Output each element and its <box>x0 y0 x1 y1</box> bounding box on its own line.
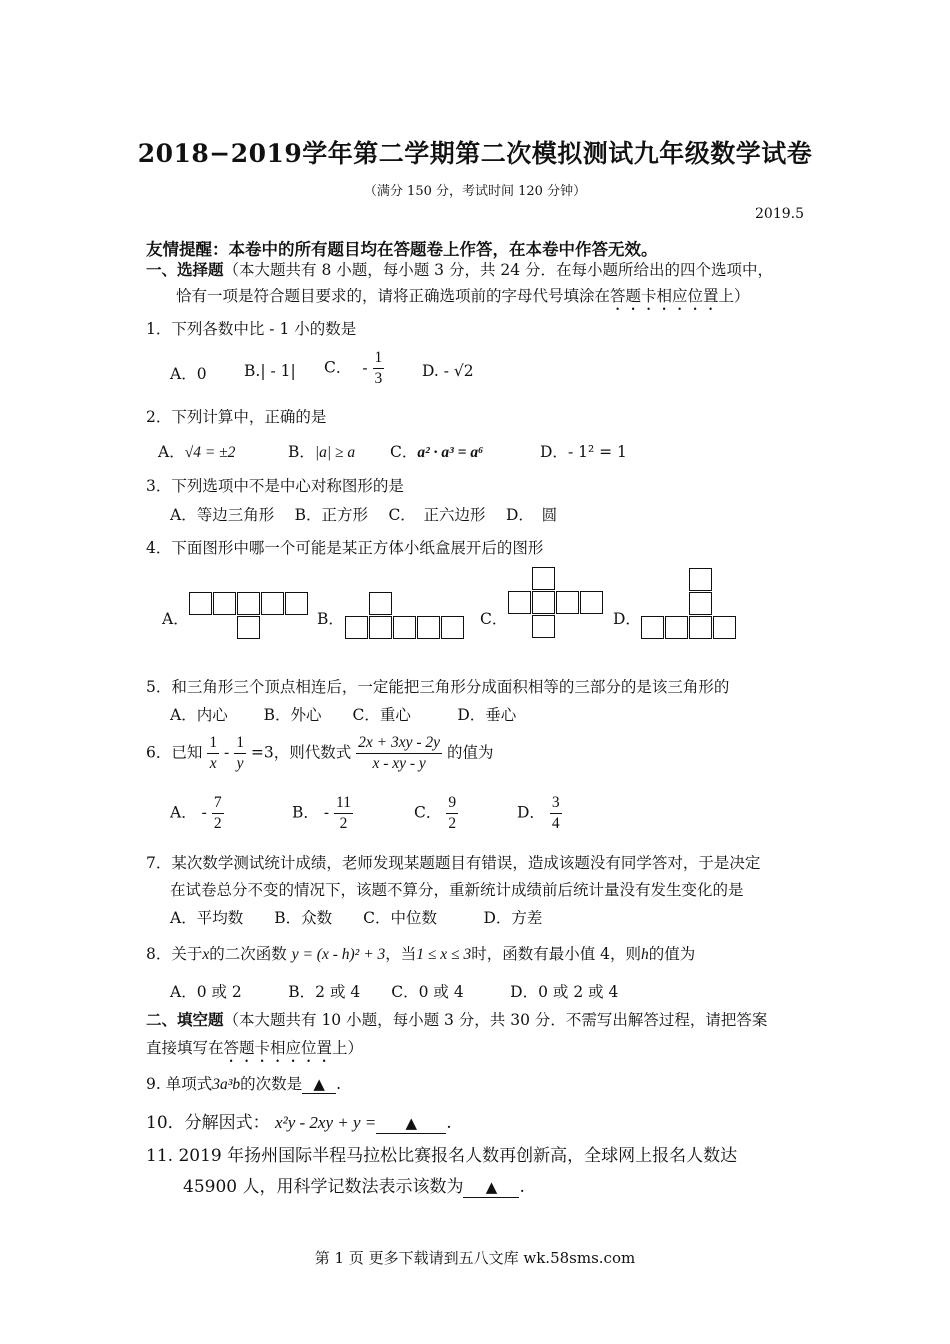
section2-instruction-line1: 二、填空题（本大题共有 10 小题，每小题 3 分，共 30 分．不需写出解答过程，请把答案 <box>146 1010 768 1029</box>
fraction: $\frac{1}{y}$ <box>236 734 244 772</box>
fraction: $\frac{11}{2}$ <box>336 794 351 832</box>
fraction: $\frac{1}{3}$ <box>374 349 383 387</box>
answer-sheet-emphasis: 答题卡相应位置 <box>223 1039 333 1057</box>
q7-stem-line2: 在试卷总分不变的情况下，该题不算分，重新统计成绩前后统计量没有发生变化的是 <box>170 881 744 899</box>
q5-options: A．内心 B．外心 C．重心 D．垂心 <box>170 706 517 724</box>
q10-stem: 10．分解因式： x²y - 2xy + y = ▲ . <box>146 1113 452 1133</box>
section1-heading: 一、选择题 <box>146 260 224 279</box>
q5-stem: 5．和三角形三个顶点相连后，一定能把三角形分成面积相等的三部分的是该三角形的 <box>146 678 730 696</box>
reminder: 友情提醒：本卷中的所有题目均在答题卷上作答，在本卷中作答无效。 <box>146 240 658 259</box>
fraction: $\frac{2x + 3xy - 2y}{x - xy - y}$ <box>358 734 441 772</box>
section2-heading: 二、填空题 <box>146 1010 224 1029</box>
answer-blank: ▲ <box>376 1113 446 1134</box>
q2-option-a: A．√4 = ±2 <box>158 443 236 461</box>
exam-subtitle: （满分 150 分，考试时间 120 分钟） <box>363 184 587 199</box>
q4-option-c: C． <box>480 610 508 628</box>
q1-option-a: A．0 <box>170 365 207 383</box>
answer-blank: ▲ <box>302 1075 336 1094</box>
q4-option-a: A． <box>162 610 189 628</box>
section1-instruction-line1: 一、选择题（本大题共有 8 小题，每小题 3 分，共 24 分．在每小题所给出的四个选项中， <box>146 260 774 279</box>
answer-blank: ▲ <box>463 1177 519 1198</box>
exam-date: 2019.5 <box>755 206 804 222</box>
q11-stem-line2: 45900 人，用科学记数法表示该数为 ▲ . <box>183 1177 525 1197</box>
q2-option-b: B．|a| ≥ a <box>288 443 356 461</box>
q11-stem-line1: 11. 2019 年扬州国际半程马拉松比赛报名人数再创新高，全球网上报名人数达 <box>146 1146 738 1166</box>
q1-option-b: B.| - 1| <box>244 362 296 380</box>
q8-stem: 8．关于x的二次函数 y = (x - h)² + 3，当1 ≤ x ≤ 3时，函数有最小值 4，则h的值为 <box>146 945 696 963</box>
fraction: $\frac{3}{4}$ <box>551 794 560 832</box>
q9-stem: 9. 单项式3a³b的次数是 ▲ . <box>146 1075 342 1093</box>
page-title: 2018−2019学年第二学期第二次模拟测试九年级数学试卷 <box>137 139 813 168</box>
q1-option-d: D. - √2 <box>422 362 474 380</box>
q4-option-b: B． <box>317 610 344 628</box>
fraction: $\frac{1}{x}$ <box>209 734 218 772</box>
q2-option-c: C．a² · a³ = a⁶ <box>390 443 484 461</box>
q4-stem: 4．下面图形中哪一个可能是某正方体小纸盒展开后的图形 <box>146 539 544 557</box>
q7-stem-line1: 7．某次数学测试统计成绩，老师发现某题题目有错误，造成该题没有同学答对，于是决定 <box>146 854 761 872</box>
q1-option-c: C． - $\frac{1}{3}$ <box>324 349 383 387</box>
q6-stem: 6．已知 $\frac{1}{x}$ - $\frac{1}{y}$ =3，则代数式 $\frac{2x + 3xy - 2y}{x - xy - y}$ 的值为 <box>146 734 494 772</box>
q2-option-d: D．- 1² = 1 <box>540 443 627 461</box>
q6-option-c: C． $\frac{9}{2}$ <box>414 794 457 832</box>
q6-option-d: D． $\frac{3}{4}$ <box>517 794 560 832</box>
q6-option-a: A． - $\frac{7}{2}$ <box>170 794 222 832</box>
q8-options: A．0 或 2 B．2 或 4 C．0 或 4 D．0 或 2 或 4 <box>170 983 619 1001</box>
page-footer: 第 1 页 更多下载请到五八文库 wk.58sms.com <box>314 1249 636 1267</box>
fraction: $\frac{9}{2}$ <box>448 794 457 832</box>
answer-sheet-emphasis: 答题卡相应位置 <box>610 287 719 305</box>
fraction: $\frac{7}{2}$ <box>213 794 222 832</box>
q6-option-b: B． - $\frac{11}{2}$ <box>292 794 351 832</box>
section1-instruction-line2: 恰有一项是符合题目要求的，请将正确选项前的字母代号填涂在答题卡相应位置上） <box>176 287 750 305</box>
section2-instruction-line2: 直接填写在答题卡相应位置上） <box>146 1039 364 1057</box>
q3-stem: 3．下列选项中不是中心对称图形的是 <box>146 477 404 495</box>
q2-stem: 2．下列计算中，正确的是 <box>146 408 327 426</box>
q1-stem: 1．下列各数中比 - 1 小的数是 <box>146 320 357 338</box>
q3-options: A．等边三角形 B．正方形 C． 正六边形 D． 圆 <box>170 506 558 524</box>
q4-option-d: D． <box>613 610 641 628</box>
q7-options: A．平均数 B．众数 C．中位数 D．方差 <box>170 909 543 927</box>
